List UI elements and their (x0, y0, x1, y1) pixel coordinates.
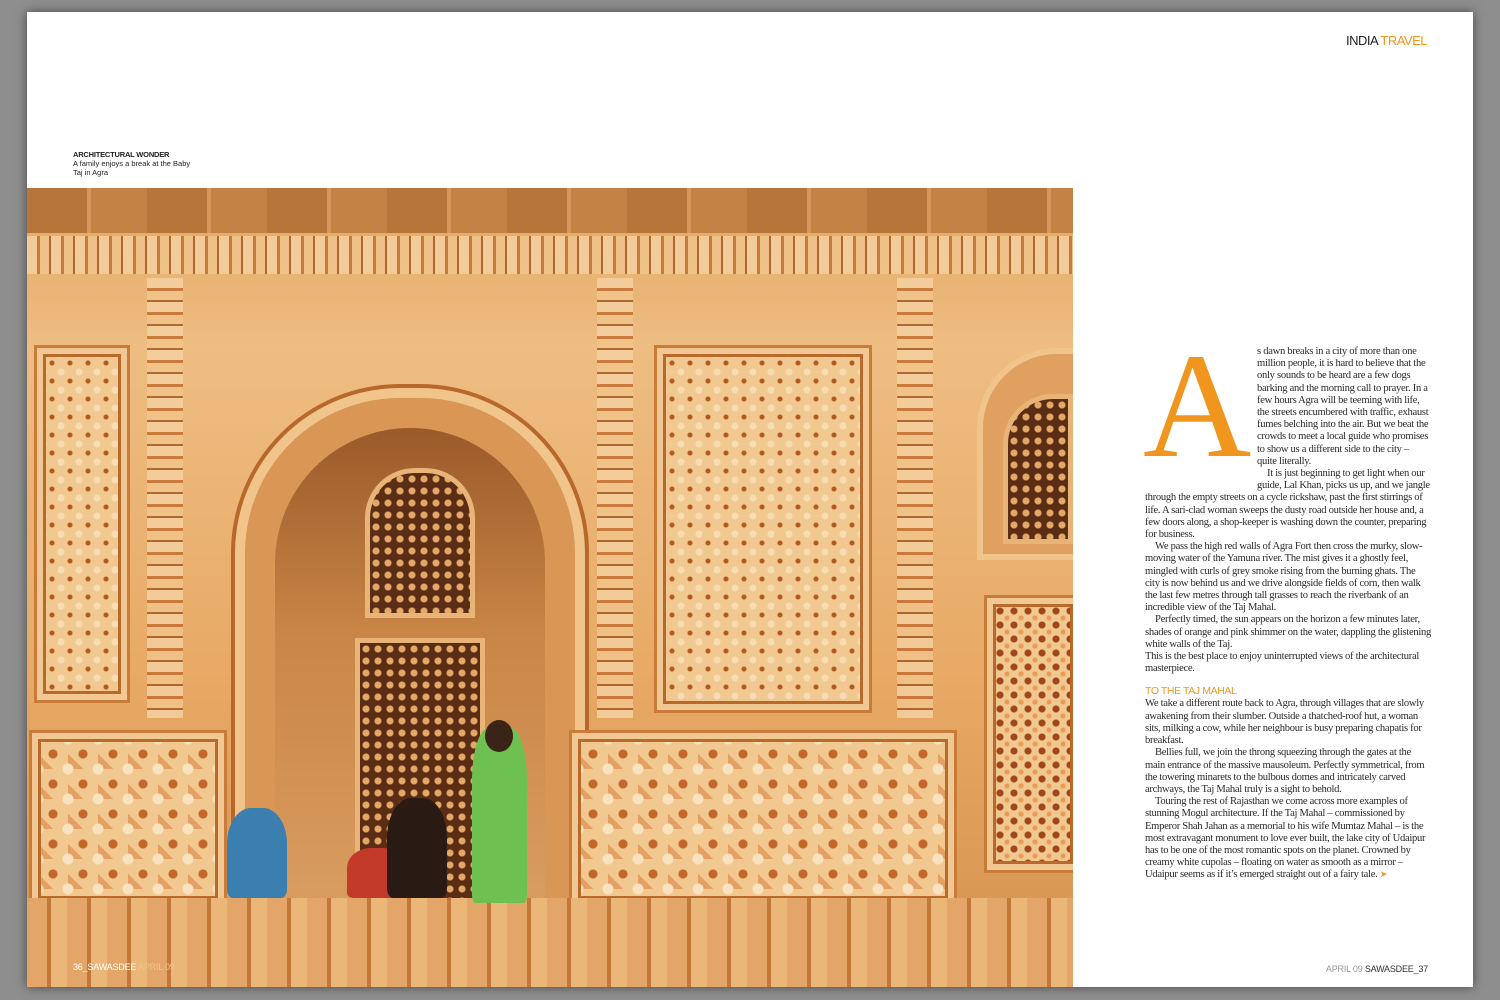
page-number: 37 (1418, 964, 1428, 974)
photo-pillar (147, 278, 183, 718)
paragraph: We take a different route back to Agra, through villages that are slowly awakening from their slumber. Outside a thatched-roof hut, a woman sits, milking a cow, while her neighbour is busy preparing chapatis for breakfast. (1145, 698, 1424, 747)
issue-date: APRIL 09 (136, 962, 175, 972)
photo-pillar (897, 278, 933, 718)
photo-person-head (485, 720, 513, 752)
photo-panel (32, 733, 224, 905)
photo-ledge (27, 898, 1073, 987)
end-arrow-icon: ➤ (1379, 870, 1388, 881)
caption-title: ARCHITECTURAL WONDER (73, 150, 170, 159)
paragraph: This is the best place to enjoy uninterrupted views of the architectural masterpiece. (1145, 651, 1420, 675)
section-label: INDIA (1346, 33, 1378, 48)
photo-pillar (597, 278, 633, 718)
issue-date: APRIL 09 (1325, 964, 1365, 974)
paragraph (1145, 796, 1431, 881)
magazine-name: SAWASDEE_ (1364, 964, 1419, 974)
paragraph-text: Touring the rest of Rajasthan we come across more examples of stunning Mogul architecture. If the Taj Mahal – commissioned by Emperor Shah Jahan as a memorial to his wife Mumtaz Mahal – is the most extravagant monument to love ever built, the lake city of Udaipur has to be one of the most romantic spots on the planet. Crowned by creamy white cupolas – floating on water as smooth as a mirror – Udaipur seems as if it’s emerged straight out of a fairy tale. (1145, 796, 1426, 881)
paragraph: It is just beginning to get light when our guide, Lal Khan, picks us up, and we jangle through the empty streets on a cycle rickshaw, past the first stirrings of life. A sari-clad woman sweeps the dusty road outside her house and, a few doors along, a shop-keeper is washing down the counter, preparing for business. (1145, 468, 1430, 541)
section-accent: TRAVEL (1380, 33, 1427, 48)
paragraph: s dawn breaks in a city of more than one million people, it is hard to believe that the only sounds to be heard are a few dogs barking and the morning call to prayer. In a few hours Agra will be teeming with life, the streets encumbered with traffic, exhaust fumes belching into the air. But we beat the crowds to meet a local guide who promises to show us a different side to the city – quite literally. (1257, 346, 1429, 467)
photo-panel (572, 733, 954, 905)
photo-lattice (1003, 394, 1073, 544)
drop-cap: A (1143, 323, 1252, 489)
photo-panel (37, 348, 127, 700)
magazine-name: _SAWASDEE (82, 962, 137, 972)
magazine-spread (27, 12, 1473, 987)
page-footer-left (73, 962, 175, 972)
caption-text: A family enjoys a break at the Baby Taj in Agra (73, 159, 191, 177)
photo-top-band (27, 188, 1073, 233)
paragraph: Perfectly timed, the sun appears on the horizon a few minutes later, shades of orange and pink shimmer on the water, dappling the glistening white walls of the Taj. (1145, 614, 1432, 650)
photo-panel (987, 598, 1073, 870)
photo-person (227, 808, 287, 898)
photo-person-child (472, 728, 527, 903)
photo-caption (73, 150, 193, 177)
paragraph: Bellies full, we join the throng squeezing through the gates at the main entrance of the massive mausoleum. Perfectly symmetrical, from the towering minarets to the bulbous domes and intricately carved archways, the Taj Mahal truly is a sight to behold. (1145, 747, 1425, 795)
paragraph: We pass the high red walls of Agra Fort then cross the murky, slow-moving water of the Yamuna river. The mist gives it a ghostly feel, mingled with curls of grey smoke rising from the burning ghats. The city is now behind us and we drive alongside fields of corn, then walk the last few metres through tall grasses to reach the riverbank of an incredible view of the Taj Mahal. (1145, 541, 1423, 614)
photo-person (387, 798, 447, 898)
photo-lattice (365, 468, 475, 618)
photo-frieze (27, 236, 1073, 274)
photo-baby-taj (27, 188, 1073, 987)
page-footer-right (1326, 964, 1428, 974)
page-number: 36 (73, 962, 83, 972)
photo-panel (657, 348, 869, 710)
subheading: TO THE TAJ MAHAL (1145, 685, 1237, 698)
article-body (1143, 323, 1432, 882)
section-header (1346, 33, 1427, 48)
photo-right-arch (977, 348, 1073, 560)
